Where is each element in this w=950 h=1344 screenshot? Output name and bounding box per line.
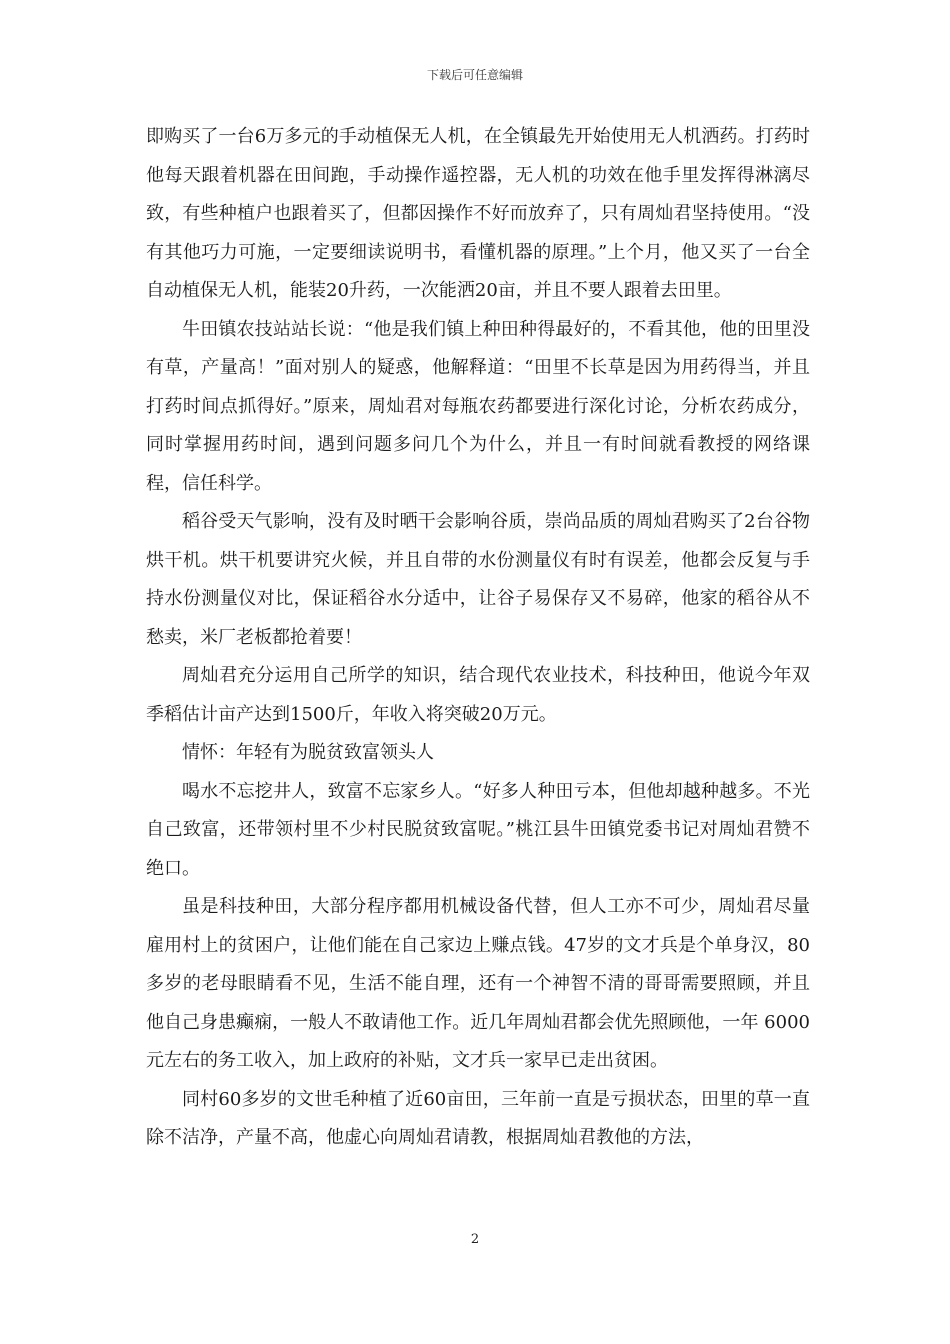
page-number: 2 <box>470 1232 480 1247</box>
header-note: 下载后可任意编辑 <box>426 68 523 82</box>
paragraph-5: 喝水不忘挖井人，致富不忘家乡人。“好多人种田亏本，但他却越种越多。不光自己致富，还带领村里不少村民脱贫致富呢。”桃江县牛田镇党委书记对周灿君赞不绝口。 <box>146 780 810 879</box>
paragraph-7: 同村60多岁的文世毛种植了近60亩田，三年前一直是亏损状态，田里的草一直除不洁净，产量不高，他虚心向周灿君请教，根据周灿君教他的方法， <box>146 1088 810 1148</box>
document-body <box>146 118 810 1158</box>
paragraph-6: 虽是科技种田，大部分程序都用机械设备代替，但人工亦不可少，周灿君尽量雇用村上的贫困户，让他们能在自己家边上赚点钱。47岁的文才兵是个单身汉，80多岁的老母眼睛看不见，生活不能自理，还有一个神智不清的哥哥需要照顾，并且他自己身患癫痫，一般人不敢请他工作。近几年周灿君都会优先照顾他，一年 6000元左右的务工收入，加上政府的补贴，文才兵一家早已走出贫困。 <box>146 896 810 1071</box>
paragraph-4: 周灿君充分运用自己所学的知识，结合现代农业技术，科技种田，他说今年双季稻估计亩产达到1500斤，年收入将突破20万元。 <box>146 665 810 725</box>
section-heading: 情怀：年轻有为脱贫致富领头人 <box>182 742 434 763</box>
paragraph-1: 即购买了一台6万多元的手动植保无人机，在全镇最先开始使用无人机洒药。打药时他每天跟着机器在田间跑，手动操作遥控器，无人机的功效在他手里发挥得淋漓尽致，有些种植户也跟着买了，但都因操作不好而放弃了，只有周灿君坚持使用。“没有其他巧力可施，一定要细读说明书，看懂机器的原理。”上个月，他又买了一台全自动植保无人机，能装20升药，一次能洒20亩，并且不要人跟着去田里。 <box>146 126 810 301</box>
paragraph-2: 牛田镇农技站站长说：“他是我们镇上种田种得最好的，不看其他，他的田里没有草，产量高！”面对别人的疑惑，他解释道：“田里不长草是因为用药得当，并且打药时间点抓得好。”原来，周灿君对每瓶农药都要进行深化讨论，分析农药成分，同时掌握用药时间，遇到问题多问几个为什么，并且一有时间就看教授的网络课程，信任科学。 <box>146 318 810 494</box>
paragraph-3: 稻谷受天气影响，没有及时晒干会影响谷质，崇尚品质的周灿君购买了2台谷物烘干机。烘干机要讲究火候，并且自带的水份测量仪有时有误差，他都会反复与手持水份测量仪对比，保证稻谷水分适中，让谷子易保存又不易碎，他家的稻谷从不愁卖，米厂老板都抢着要！ <box>146 511 810 648</box>
